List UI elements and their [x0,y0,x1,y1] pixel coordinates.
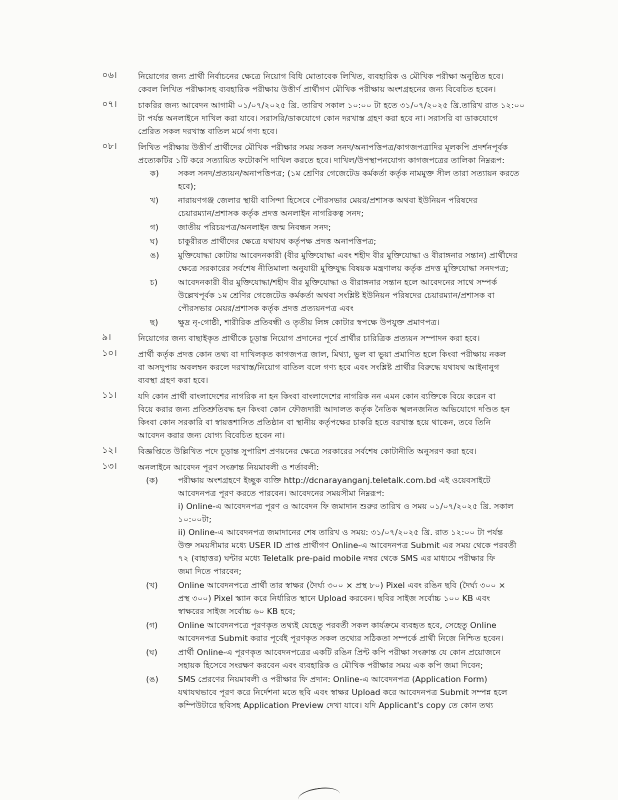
sub-clause-text-line: চেয়ারম্যান/প্রশাসক কর্তৃক প্রদত্ত অনলাইন নাগরিকত্ব সনদ; [178,208,364,218]
sub-clause-text-line: আবেদনপত্র Submit করার পূর্বেই পূরণকৃত সকল তথ্যের সঠিকতা সম্পর্কে প্রার্থী নিজে নিশ্চিত হবেন। [178,633,504,643]
sub-clause-text-line: ক্ষুদ্র নৃ-গোষ্ঠী, শারীরিক প্রতিবন্ধী ও তৃতীয় লিঙ্গ কোটার স্বপক্ষে উপযুক্ত প্রমাণপত্র। [178,317,440,327]
sub-clause-text-line: প্রস্থ ৩০০) Pixel স্ক্যান করে নির্ধারিত স্থানে Upload করবেন। ছবির সাইজ সর্বোচ্চ ১০০ KB এবং [178,593,491,603]
sub-clause-text-line: ক্ষেত্রে সরকারের সর্বশেষ নীতিমালা অনুযায়ী মুক্তিযুদ্ধ বিষয়ক মন্ত্রণালয় কর্তৃক প্রদত্ত মুক্তিযোদ্ধা সনদপত্র; [178,263,509,273]
sub-clause [0,276,618,315]
sub-clause-text-line: মুক্তিযোদ্ধা কোটায় আবেদনকারী (বীর মুক্তিযোদ্ধা এবং শহীদ বীর মুক্তিযোদ্ধা ও বীরাঙ্গনার সন্তান) প্রার্থীদের [178,250,518,260]
sub-clause-text-line: ৭২ (বাহাত্তর) ঘন্টার মধ্যে Teletalk pre-paid mobile নম্বর থেকে SMS এর মাধ্যমে পরীক্ষার ফি [178,553,496,563]
sub-clause-text-line: SMS প্রেরণের নিয়মাবলী ও পরীক্ষার ফি প্রদান: Online-এ আবেদনপত্র (Application Form) [178,674,488,684]
sub-clause-label: (ক) [146,475,159,485]
sub-clause-label: (গ) [146,620,158,630]
clause [0,461,618,712]
sub-clause [0,646,618,672]
clause-text-line: টা পর্যন্ত অনলাইনে দাখিল করা যাবে। সরাসরি/ডাকযোগে কোন দরখাস্ত গ্রহণ করা হবে না। সরাসরি বা ডাকযোগে [138,113,498,123]
clause-number: ০৭। [102,100,117,110]
sub-clause-label: ঙ) [150,250,160,260]
clause-text-line: বা অসদুপায় অবলম্বন করলে দরখাস্ত/নিয়োগ বাতিল বলে গণ্য হবে এবং সংশ্লিষ্ট প্রার্থীর বিরুদ্ধে যথাযথ আইনানুগ [138,362,500,372]
sub-clause-text-line: চাকুরীরত প্রার্থীদের ক্ষেত্রে যথাযথ কর্তৃপক্ষ প্রদত্ত অনাপত্তিপত্র; [178,236,377,246]
sub-clause-text-line: হবে); [178,181,197,191]
clause-text-line: যদি কোন প্রার্থী বাংলাদেশের নাগরিক না হন কিংবা বাংলাদেশের নাগরিক নন এমন কোন ব্যক্তিকে বিয়ে করেন বা [138,391,496,401]
sub-clause-text-line: i) Online-এ আবেদনপত্র পূরণ ও আবেদন ফি জমাদান শুরুর তারিখ ও সময় ০১/০৭/২০২৫ খ্রি. সকাল [178,501,514,511]
clause-text-line: অনলাইনে আবেদন পূরণ সংক্রান্ত নিয়মাবলী ও শর্তাবলী: [138,462,320,472]
clause-number: ১১। [102,391,117,401]
clause [0,99,618,138]
sub-clause-text-line: Online আবেদনপত্রে প্রার্থী তার স্বাক্ষর (দৈর্ঘ্য ৩০০ × প্রস্থ ৮০) Pixel এবং রঙিন ছবি (দৈর্ঘ্য ৩০০ × [178,580,506,590]
sub-clause-text-line: স্বাক্ষরের সাইজ সর্বোচ্চ ৬০ KB হবে; [178,606,296,616]
clause-number: ১০। [102,349,117,359]
sub-clause-text-line: জমা দিতে পারবেন; [178,566,242,576]
clause-text-line: প্রেরিত সকল দরখাস্ত বাতিল মর্মে গণ্য হবে। [138,126,278,136]
sub-clause-text-line: প্রার্থী Online-এ পূরণকৃত আবেদনপত্রের একটি রঙিন প্রিন্ট কপি পরীক্ষা সংক্রান্ত যে কোন প্রয়োজনে [178,647,501,657]
sub-clause-label: (খ) [146,580,158,590]
clause-text-line: প্রার্থী কর্তৃক প্রদত্ত কোন তথ্য বা দাখিলকৃত কাগজপত্র জাল, মিথ্যা, ভুল বা ভুয়া প্রমাণিত হলে কিংবা পরীক্ষায় নকল [138,349,507,359]
sub-clause [0,235,618,248]
sub-clause-label: ক) [150,168,159,178]
clause [0,332,618,345]
sub-clause-text-line: Online আবেদনপত্রে পূরণকৃত তথ্যই যেহেতু পরবর্তী সকল কার্যক্রমে ব্যবহৃত হবে, সেহেতু Online [178,620,497,630]
clause-number: ৯। [102,333,112,343]
clause-number: ১২। [102,446,117,456]
clause-text-line: আবেদন করার জন্য যোগ্য বিবেচিত হবেন না। [138,430,285,440]
sub-clause-text-line: জাতীয় পরিচয়পত্র/অনলাইন জন্ম নিবন্ধন সনদ; [178,222,332,232]
clause [0,141,618,329]
clause-text-line: কিংবা কোন সরকারি বা স্বায়ত্তশাসিত প্রতিষ্ঠান বা স্থানীয় কর্তৃপক্ষের চাকরি হতে বরখাস্ত হয়ে থাকেন, তবে তিনি [138,417,491,427]
sub-clause [0,316,618,329]
sub-clause-text-line: সকল সনদ/প্রত্যয়ন/অনাপত্তিপত্র; (১ম শ্রেণির গেজেটেড কর্মকর্তা কর্তৃক নামমুক্ত সীল তারা সত্যায়ন করতে [178,168,520,178]
clause [0,70,618,96]
clause-text-line: বিজ্ঞপ্তিতে উল্লিখিত পদে চূড়ান্ত সুপারিশ প্রণয়নের ক্ষেত্রে সরকারের সর্বশেষ কোটানীতি অনুসরণ করা হবে। [138,446,477,456]
clause-text-line: লিখিত পরীক্ষায় উত্তীর্ণ প্রার্থীদের মৌখিক পরীক্ষার সময় সকল সনদ/অনাপত্তিপত্র/কাগজপত্রাদির মূলকপি প্রদর্শনপূর্বক [138,142,508,152]
sub-clause [0,474,618,578]
sub-clause-text-line: ii) Online-এ আবেদনপত্র জমাদানের শেষ তারিখ ও সময়: ৩১/০৭/২০২৫ খ্রি. রাত ১২:০০ টা পর্যন্ত [178,527,503,537]
clause-text-line: ব্যবস্থা গ্রহণ করা হবে। [138,375,209,385]
sub-clause-text-line: পৌরসভার মেয়র/প্রশাসক কর্তৃক প্রদত্ত প্রত্যয়নপত্র এবং [178,303,354,313]
sub-clause [0,673,618,712]
clause-number: ০৬। [102,71,117,81]
clause-text-line: নিয়োগের জন্য প্রার্থী নির্বাচনের ক্ষেত্রে নিয়োগ বিধি মোতাবেক লিখিত, ব্যবহারিক ও মৌখিক পরীক্ষা অনুষ্ঠিত হবে। [138,71,504,81]
clause-text-line: প্রত্যেকটির ১টি করে সত্যায়িত ফটোকপি দাখিল করতে হবে। দাখিল/উপস্থাপনযোগ্য কাগজপত্রের তালিকা নিম্নরূপ: [138,155,505,165]
clause-text-line: কেবল লিখিত পরীক্ষাসহ ব্যবহারিক পরীক্ষায় উত্তীর্ণ প্রার্থীগণ মৌখিক পরীক্ষায় অংশগ্রহনের জন্য বিবেচিত হবেন। [138,84,496,94]
sub-clause-text-line: সহায়ক হিসেবে সংরক্ষণ করবেন এবং ব্যবহারিক ও মৌখিক পরীক্ষার সময় এক কপি জমা দিবেন; [178,660,484,670]
sub-clause-text-line: যথাযথভাবে পূরণ করে নির্দেশনা মতে ছবি এবং স্বাক্ষর Upload করে আবেদনপত্র Submit সম্পন্ন হলে [178,687,508,697]
clause-number: ০৮। [102,142,117,152]
sub-clause-text-line: আবেদনকারী বীর মুক্তিযোদ্ধা/শহীদ বীর মুক্তিযোদ্ধা ও বীরাঙ্গনার সন্তান হলে আবেদনের সাথে সম্পর্ক [178,277,498,287]
sub-clause [0,619,618,645]
clause-text-line: চাকরির জন্য আবেদন আগামী ০১/০৭/২০২৫ খ্রি. তারিখ সকাল ১০:০০ টা হতে ৩১/০৭/২০২৫ খ্রি.তারিখ রাত ১২:০০ [138,100,525,110]
sub-clause [0,249,618,275]
sub-clause-text-line: ১০:০০টা; [178,514,212,524]
sub-clause-text-line: কম্পিউটারে ছবিসহ Application Preview দেখা যাবে। যদি Applicant's copy তে কোন তথ্য [178,700,494,710]
scan-mark [297,785,341,800]
sub-clause [0,579,618,618]
sub-clause [0,167,618,193]
sub-clause-text-line: পরীক্ষায় অংশগ্রহণে ইচ্ছুক ব্যক্তি http://dcnarayanganj.teletalk.com.bd এই ওয়েবসাইটে [178,475,491,485]
sub-clause [0,194,618,220]
clause-text-line: বিয়ে করার জন্য প্রতিশ্রুতিবদ্ধ হন কিংবা কোন ফৌজদারী আদালত কর্তৃক নৈতিক স্খলনজনিত অভিযোগে দণ্ডিত হন [138,404,510,414]
sub-clause-label: (ঘ) [146,647,158,657]
clause [0,348,618,387]
sub-clause-label: গ) [150,222,159,232]
clause-number: ১৩। [102,462,117,472]
sub-clause [0,221,618,234]
sub-clause-text-line: উক্ত সময়সীমার মধ্যে USER ID প্রাপ্ত প্রার্থীগণ Online-এ আবেদনপত্র Submit এর সময় থেকে পরবর্তী [178,540,517,550]
sub-clause-label: খ) [150,195,159,205]
sub-clause-label: চ) [150,277,158,287]
sub-clause-label: (ঙ) [146,674,159,684]
sub-clause-label: ঘ) [150,236,159,246]
sub-clause-text-line: নারায়ণগঞ্জ জেলার স্থায়ী বাসিন্দা হিসেবে পৌরসভার মেয়র/প্রশাসক অথবা ইউনিয়ন পরিষদের [178,195,478,205]
notice-body [0,70,618,715]
clause-text-line: নিয়োগের জন্য বাছাইকৃত প্রার্থীকে চূড়ান্ত নিয়োগ প্রদানের পূর্বে প্রার্থীর চারিত্রিক প্রত্যয়ন সম্পাদন করা হবে। [138,333,480,343]
sub-clause-label: ছ) [150,317,159,327]
sub-clause-text-line: আবেদনপত্র পূরণ করতে পারবেন। আবেদনের সময়সীমা নিম্নরূপ: [178,488,385,498]
sub-clause-text-line: উল্লেখপূর্বক ১ম শ্রেণির গেজেটেড কর্মকর্তা অথবা সংশ্লিষ্ট ইউনিয়ন পরিষদের চেয়ারম্যান/প্রশাসক বা [178,290,495,300]
clause [0,445,618,458]
clause [0,390,618,442]
